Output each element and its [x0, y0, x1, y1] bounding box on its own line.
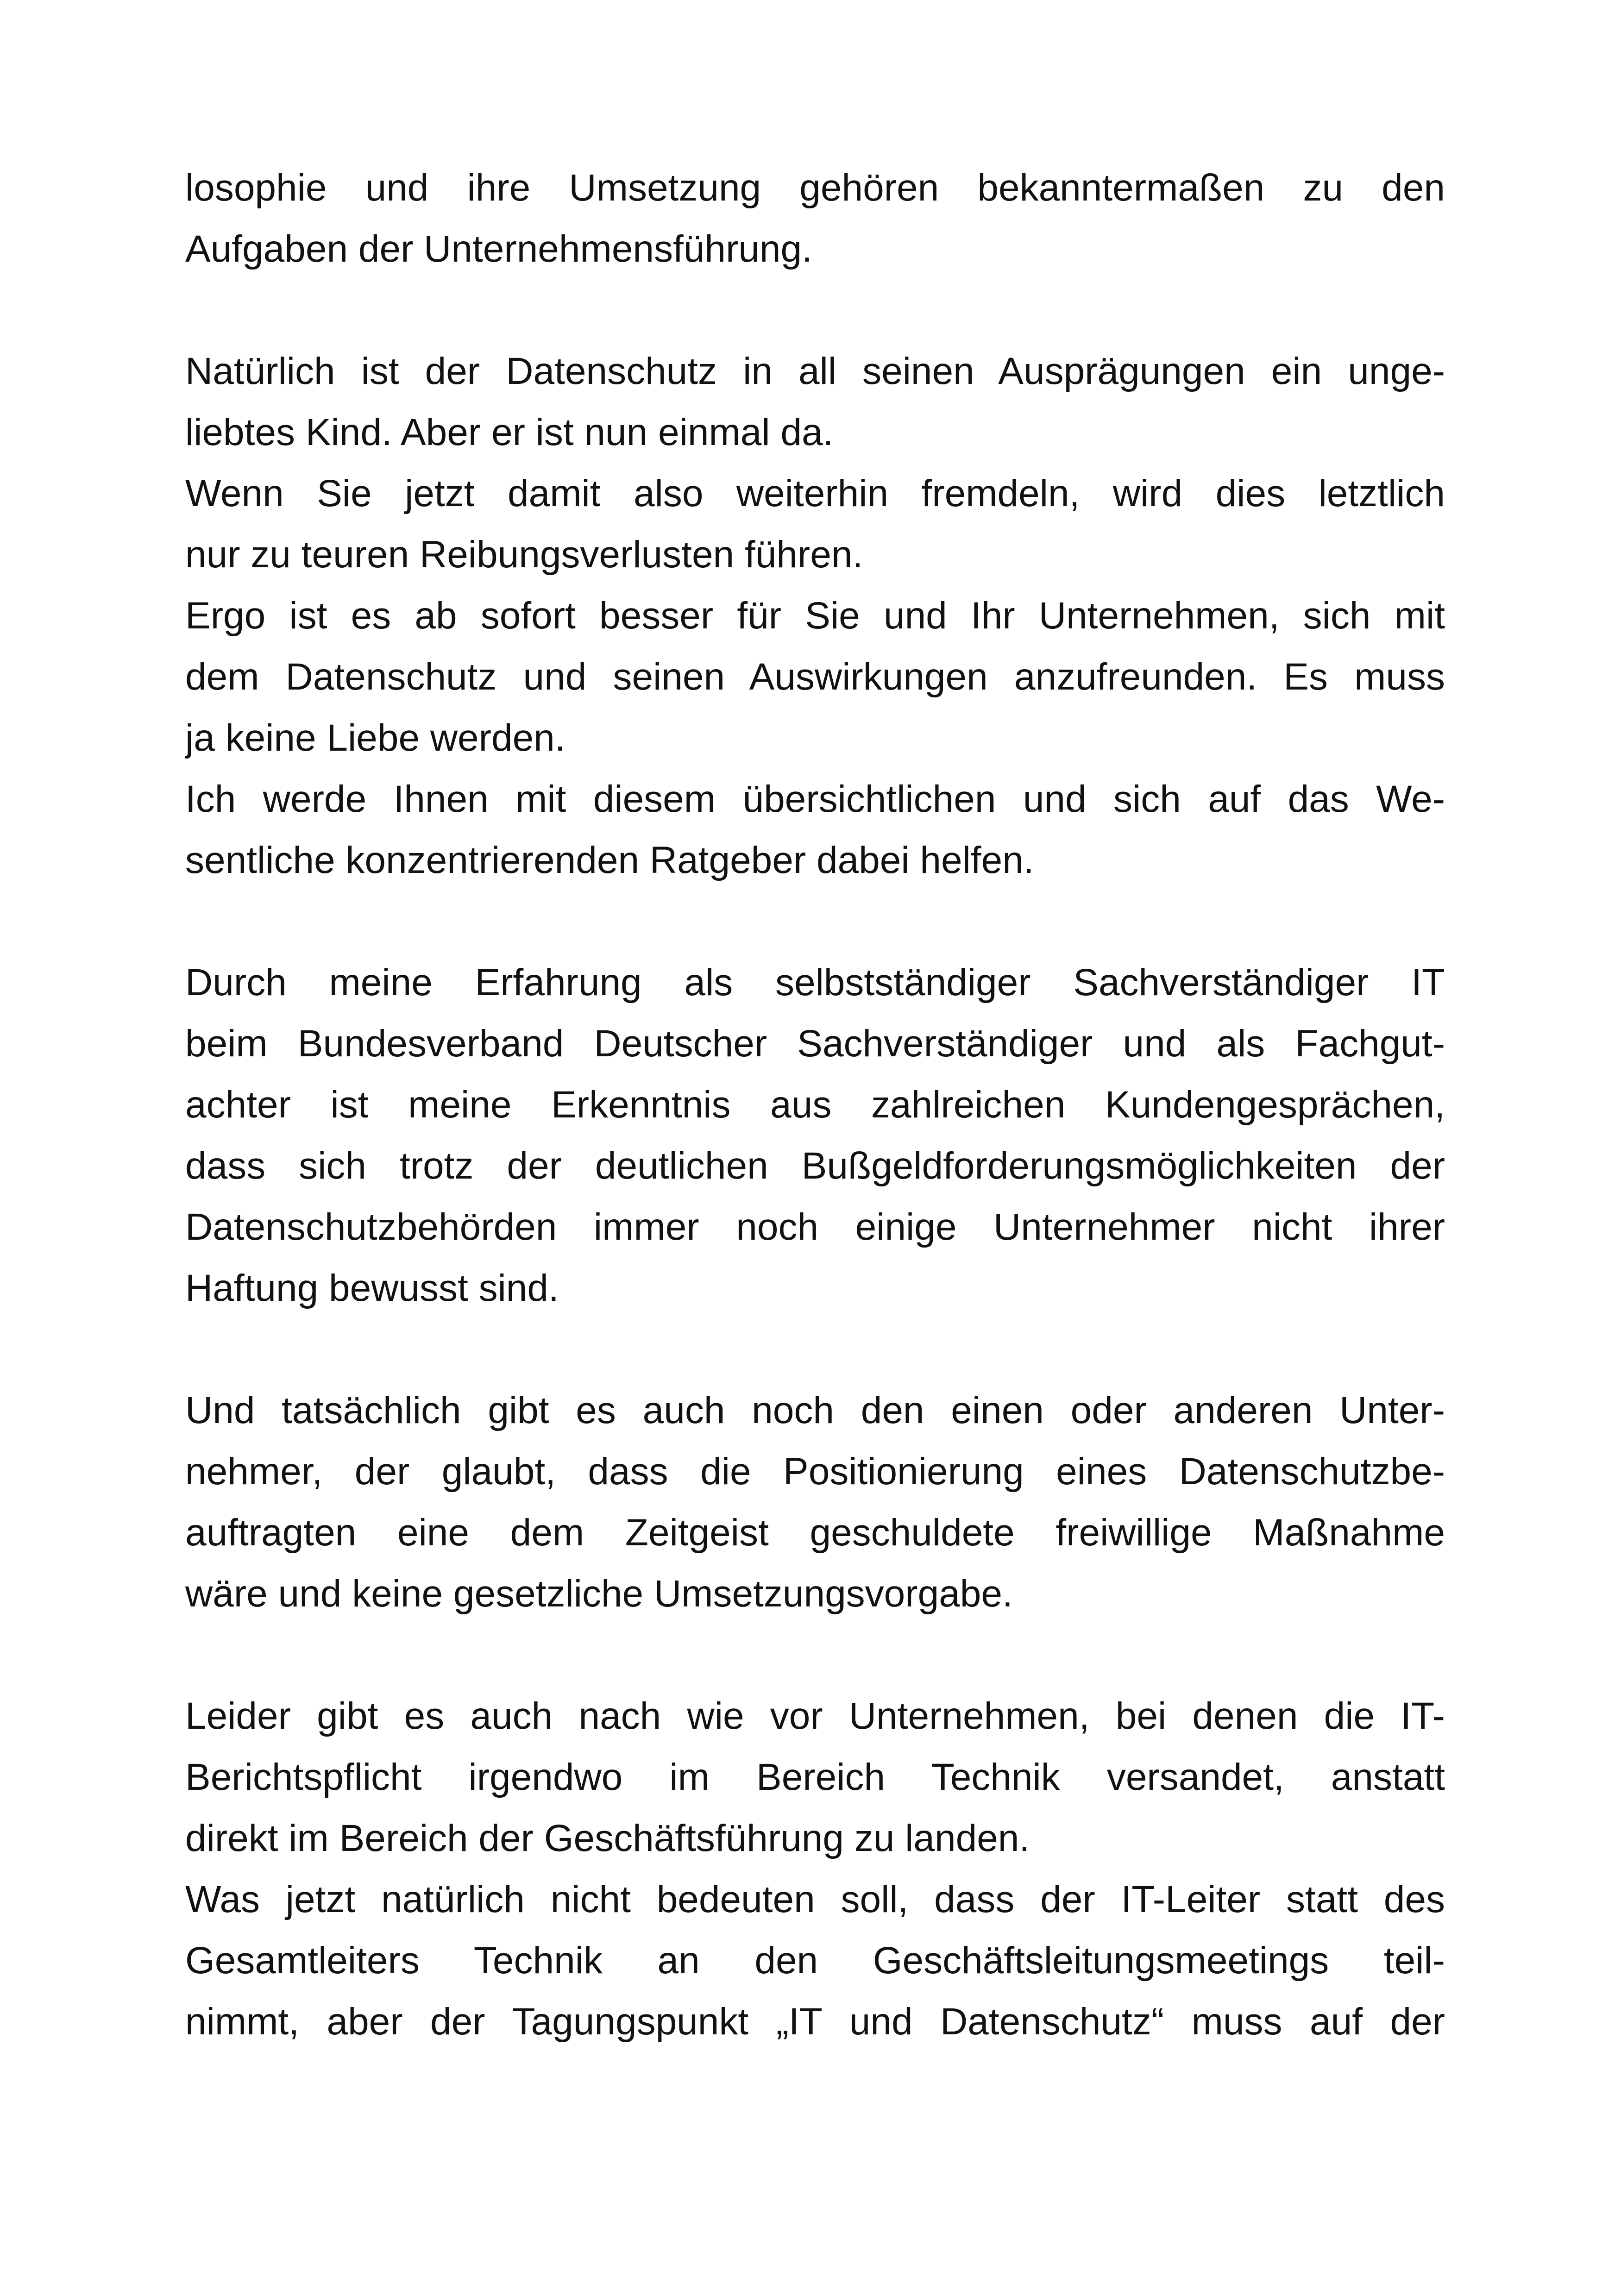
paragraph-3 — [185, 952, 1445, 1319]
text-line: nimmt, aber der Tagungspunkt „IT und Datenschutz“ muss auf der — [185, 2001, 1445, 2043]
text-line: achter ist meine Erkenntnis aus zahlreichen Kundengesprächen, — [185, 1084, 1445, 1126]
text-line: Natürlich ist der Datenschutz in all seinen Ausprägungen ein unge- — [185, 350, 1445, 392]
text-line: wäre und keine gesetzliche Umsetzungsvorgabe. — [185, 1573, 1013, 1615]
text-line: Gesamtleiters Technik an den Geschäftsleitungsmeetings teil- — [185, 1939, 1445, 1982]
text-line: nur zu teuren Reibungsverlusten führen. — [185, 533, 863, 576]
text-line: Durch meine Erfahrung als selbstständiger Sachverständiger IT — [185, 961, 1445, 1004]
text-line: beim Bundesverband Deutscher Sachverständiger und als Fachgut- — [185, 1023, 1445, 1065]
text-line: losophie und ihre Umsetzung gehören bekanntermaßen zu den — [185, 167, 1445, 209]
paragraph-5 — [185, 1686, 1445, 2052]
text-line: dass sich trotz der deutlichen Bußgeldforderungsmöglichkeiten der — [185, 1145, 1445, 1187]
text-line: direkt im Bereich der Geschäftsführung zu landen. — [185, 1817, 1030, 1859]
paragraph-1 — [185, 157, 1445, 280]
text-line: Aufgaben der Unternehmensführung. — [185, 228, 812, 270]
body-text — [185, 157, 1445, 2114]
text-line: auftragten eine dem Zeitgeist geschuldete freiwillige Maßnahme — [185, 1512, 1445, 1554]
text-line: sentliche konzentrierenden Ratgeber dabei helfen. — [185, 839, 1034, 881]
text-line: ja keine Liebe werden. — [185, 717, 565, 759]
text-line: nehmer, der glaubt, dass die Positionierung eines Datenschutzbe- — [185, 1450, 1445, 1493]
text-line: Datenschutzbehörden immer noch einige Unternehmer nicht ihrer — [185, 1206, 1445, 1248]
text-line: Haftung bewusst sind. — [185, 1267, 559, 1309]
paragraph-4 — [185, 1380, 1445, 1625]
text-line: Und tatsächlich gibt es auch noch den einen oder anderen Unter- — [185, 1389, 1445, 1431]
paragraph-2 — [185, 341, 1445, 891]
text-line: dem Datenschutz und seinen Auswirkungen anzufreunden. Es muss — [185, 656, 1445, 698]
text-line: Leider gibt es auch nach wie vor Unternehmen, bei denen die IT- — [185, 1695, 1445, 1737]
text-line: Was jetzt natürlich nicht bedeuten soll, dass der IT-Leiter statt des — [185, 1878, 1445, 1920]
text-line: Ich werde Ihnen mit diesem übersichtlichen und sich auf das We- — [185, 778, 1445, 820]
text-line: Ergo ist es ab sofort besser für Sie und Ihr Unternehmen, sich mit — [185, 595, 1445, 637]
text-line: Berichtspflicht irgendwo im Bereich Technik versandet, anstatt — [185, 1756, 1445, 1798]
text-line: Wenn Sie jetzt damit also weiterhin fremdeln, wird dies letztlich — [185, 472, 1445, 514]
text-line: liebtes Kind. Aber er ist nun einmal da. — [185, 411, 834, 453]
